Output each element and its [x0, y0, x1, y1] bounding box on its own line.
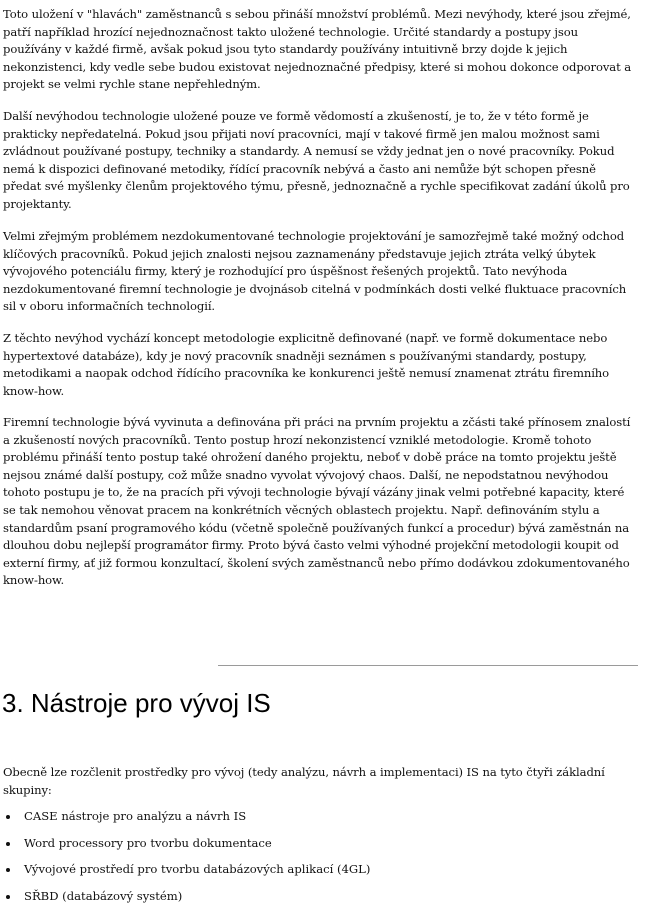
bullet-icon — [6, 868, 10, 872]
paragraph-key-staff-departure: Velmi zřejmým problémem nezdokumentované technologie projektování je samozřejmě také možný odchod klíčových pracovníků. Pokud jejich znalosti nejsou zaznamenány představuje jejich ztráta velký úbytek vývojového potenciálu firmy, který je rozhodující pro úspěšnost řešených projektů. Tato nevýhoda nezdokumentované firemní technologie je dvojnásob citelná v podmínkách dosti velké fluktuace pracovních sil v oboru informačních technologií. — [3, 229, 627, 314]
list-item-text: Vývojové prostředí pro tvorbu databázových aplikací (4GL) — [24, 862, 371, 876]
section-heading: 3. Nástroje pro vývoj IS — [2, 688, 271, 718]
section-intro: Obecně lze rozčlenit prostředky pro vývoj (tedy analýzu, návrh a implementaci) IS na tyto čtyři základní skupiny: — [3, 765, 605, 797]
paragraph-firm-technology: Firemní technologie bývá vyvinuta a definována při práci na prvním projektu a zčásti také přínosem znalostí a zkušeností nových pracovníků. Tento postup hrozí nekonzistencí vzniklé metodologie. Kromě tohoto problému přináší tento postup také ohrožení daného projektu, neboť v době práce na tomto projektu ještě nejsou známé další postupy, což může snadno vyvolat vývojový chaos. Další, ne nepodstatnou nevýhodou tohoto postupu je to, že na pracích při vývoji technologie bývají vázány jinak velmi potřebné kapacity, které se tak nemohou věnovat pracem na konkrétních věcných oblastech projektu. Např. definováním stylu a standardům psaní programového kódu (včetně společně používaných funkcí a procedur) bývá zaměstnán na dlouhou dobu nejlepší programátor firmy. Proto bývá často velmi výhodné projekční metodologii koupit od externí firmy, ať již formou konzultací, školení svých zaměstnanců nebo přímo dodávkou zdokumentovaného know-how. — [3, 415, 631, 588]
bullet-icon — [6, 895, 10, 899]
list-item — [0, 861, 640, 888]
list-item — [0, 835, 640, 862]
section-divider — [218, 665, 638, 666]
list-item — [0, 888, 640, 915]
paragraph-storage-problems: Toto uložení v "hlavách" zaměstnanců s sebou přináší množství problémů. Mezi nevýhody, které jsou zřejmé, patří například hrozící nejednoznačnost takto uložené technologie. Určité standardy a postupy jsou používány v každé firmě, avšak pokud jsou tyto standardy používány intuitivně brzy dojde k jejich nekonzistenci, kdy vedle sebe budou existovat nejednoznačné předpisy, které si mohou dokonce odporovat a projekt se velmi rychle stane nepřehledným. — [3, 7, 632, 92]
bullet-icon — [6, 815, 10, 819]
paragraph-explicit-methodology: Z těchto nevýhod vychází koncept metodologie explicitně definované (např. ve formě dokumentace nebo hypertextové databáze), kdy je nový pracovník snadněji seznámen s používanými standardy, postupy, metodikami a naopak odchod řídícího pracovníka ke konkurenci ještě nemusí znamenat ztrátu firemního know-how. — [3, 331, 610, 398]
bullet-icon — [6, 842, 10, 846]
list-item-text: Word processory pro tvorbu dokumentace — [24, 835, 272, 850]
tool-groups-list — [0, 808, 640, 914]
paragraph-transferability: Další nevýhodou technologie uložené pouze ve formě vědomostí a zkušeností, je to, že v této formě je prakticky nepředatelná. Pokud jsou přijati noví pracovníci, mají v takové firmě jen malou možnost sami zvládnout používané postupy, techniky a standardy. A nemusí se vždy jednat jen o nové pracovníky. Pokud nemá k dispozici definované metodiky, řídící pracovník nebývá a často ani nemůže být schopen přesně předat své myšlenky členům projektového týmu, přesně, jednoznačně a rychle specifikovat zadání úkolů pro projektanty. — [3, 109, 630, 211]
list-item-text: SŘBD (databázový systém) — [24, 888, 183, 903]
list-item-text: CASE nástroje pro analýzu a návrh IS — [24, 809, 247, 823]
list-item — [0, 808, 640, 835]
